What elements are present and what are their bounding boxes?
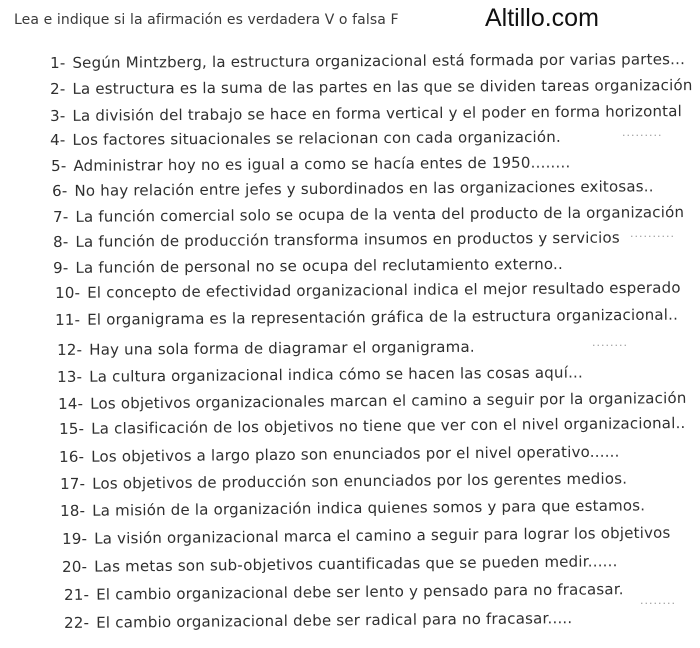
statement-number: 6- bbox=[52, 181, 68, 200]
statement-text: El cambio organizacional debe ser lento y pensado para no fracasar. bbox=[96, 580, 624, 604]
statement-text: Los factores situacionales se relacionan con cada organización. bbox=[72, 127, 562, 149]
statement-item bbox=[62, 524, 671, 548]
statement-item bbox=[57, 363, 583, 386]
statement-item bbox=[53, 229, 620, 251]
statement-number: 8- bbox=[53, 232, 69, 251]
statement-text: La función de producción transforma insumos en productos y servicios bbox=[75, 228, 620, 251]
statement-item bbox=[60, 470, 627, 493]
statement-item bbox=[64, 580, 624, 604]
statement-text: Hay una sola forma de diagramar el organigrama. bbox=[89, 337, 475, 359]
statement-number: 17- bbox=[60, 474, 86, 493]
statement-text: Los objetivos organizacionales marcan el camino a seguir por la organización bbox=[90, 388, 687, 413]
statement-text: El concepto de efectividad organizacional indica el mejor resultado esperado bbox=[87, 278, 681, 302]
answer-blank: ........ bbox=[592, 336, 628, 349]
statement-number: 1- bbox=[50, 53, 66, 72]
statement-item bbox=[59, 414, 686, 438]
statement-item bbox=[55, 279, 681, 302]
statement-item bbox=[64, 609, 572, 632]
statement-number: 5- bbox=[51, 156, 67, 175]
statement-text: Los objetivos de producción son enunciados por los gerentes medios. bbox=[92, 469, 628, 493]
statement-item bbox=[52, 177, 654, 200]
statement-number: 12- bbox=[57, 340, 83, 359]
statement-text: La clasificación de los objetivos no tiene que ver con el nivel organizacional.. bbox=[91, 413, 686, 438]
statement-number: 18- bbox=[60, 501, 86, 520]
statement-number: 14- bbox=[58, 394, 84, 413]
instruction-text: Lea e indique si la afirmación es verdadera V o falsa F bbox=[14, 12, 399, 28]
statement-number: 13- bbox=[57, 367, 83, 386]
statement-text: La función de personal no se ocupa del reclutamiento externo.. bbox=[75, 254, 564, 277]
statement-number: 7- bbox=[53, 207, 69, 226]
statement-item bbox=[57, 338, 475, 359]
statement-item bbox=[60, 496, 645, 520]
statement-item bbox=[59, 443, 620, 466]
statement-item bbox=[50, 128, 561, 149]
statement-number: 10- bbox=[55, 283, 81, 302]
statement-number: 4- bbox=[50, 130, 66, 149]
statement-item bbox=[55, 306, 678, 329]
statement-number: 15- bbox=[59, 419, 85, 438]
statement-text: La misión de la organización indica quienes somos y para que estamos. bbox=[92, 496, 646, 520]
statement-text: La estructura es la suma de las partes en las que se dividen tareas organización bbox=[72, 76, 693, 98]
statement-item bbox=[51, 153, 570, 175]
site-watermark: Altillo.com bbox=[485, 4, 599, 32]
statement-number: 21- bbox=[64, 585, 90, 604]
statement-text: La cultura organizacional indica cómo se hacen las cosas aquí... bbox=[89, 363, 584, 386]
answer-blank: ........ bbox=[640, 594, 676, 607]
statement-text: Los objetivos a largo plazo son enunciados por el nivel operativo...... bbox=[91, 442, 620, 466]
statement-text: Administrar hoy no es igual a como se hacía entes de 1950........ bbox=[73, 153, 571, 175]
statement-number: 16- bbox=[59, 447, 85, 466]
statement-number: 20- bbox=[62, 557, 88, 576]
statement-text: Las metas son sub-objetivos cuantificadas que se pueden medir...... bbox=[94, 552, 618, 576]
statement-number: 2- bbox=[50, 79, 66, 98]
statement-number: 3- bbox=[50, 106, 66, 125]
statement-text: La función comercial solo se ocupa de la venta del producto de la organización bbox=[75, 203, 685, 226]
statement-text: El organigrama es la representación gráfica de la estructura organizacional.. bbox=[87, 305, 679, 329]
statement-number: 9- bbox=[53, 258, 69, 277]
statement-item bbox=[50, 50, 685, 72]
statement-text: No hay relación entre jefes y subordinados en las organizaciones exitosas.. bbox=[74, 177, 654, 200]
statement-item bbox=[53, 255, 563, 277]
statement-text: Según Mintzberg, la estructura organizacional está formada por varias partes... bbox=[72, 50, 686, 72]
statement-item bbox=[53, 203, 684, 226]
statement-item bbox=[58, 389, 687, 413]
statement-text: La división del trabajo se hace en forma vertical y el poder en forma horizontal bbox=[72, 102, 683, 125]
answer-blank: ......... bbox=[622, 126, 663, 139]
statement-text: La visión organizacional marca el camino a seguir para lograr los objetivos bbox=[94, 523, 671, 548]
answer-blank: .......... bbox=[630, 227, 675, 240]
statement-number: 11- bbox=[55, 310, 81, 329]
statement-number: 22- bbox=[64, 613, 90, 632]
statement-number: 19- bbox=[62, 529, 88, 548]
statement-text: El cambio organizacional debe ser radical para no fracasar..... bbox=[96, 609, 573, 632]
statement-item bbox=[50, 76, 693, 98]
statement-item bbox=[62, 552, 618, 576]
statement-item bbox=[50, 102, 682, 125]
